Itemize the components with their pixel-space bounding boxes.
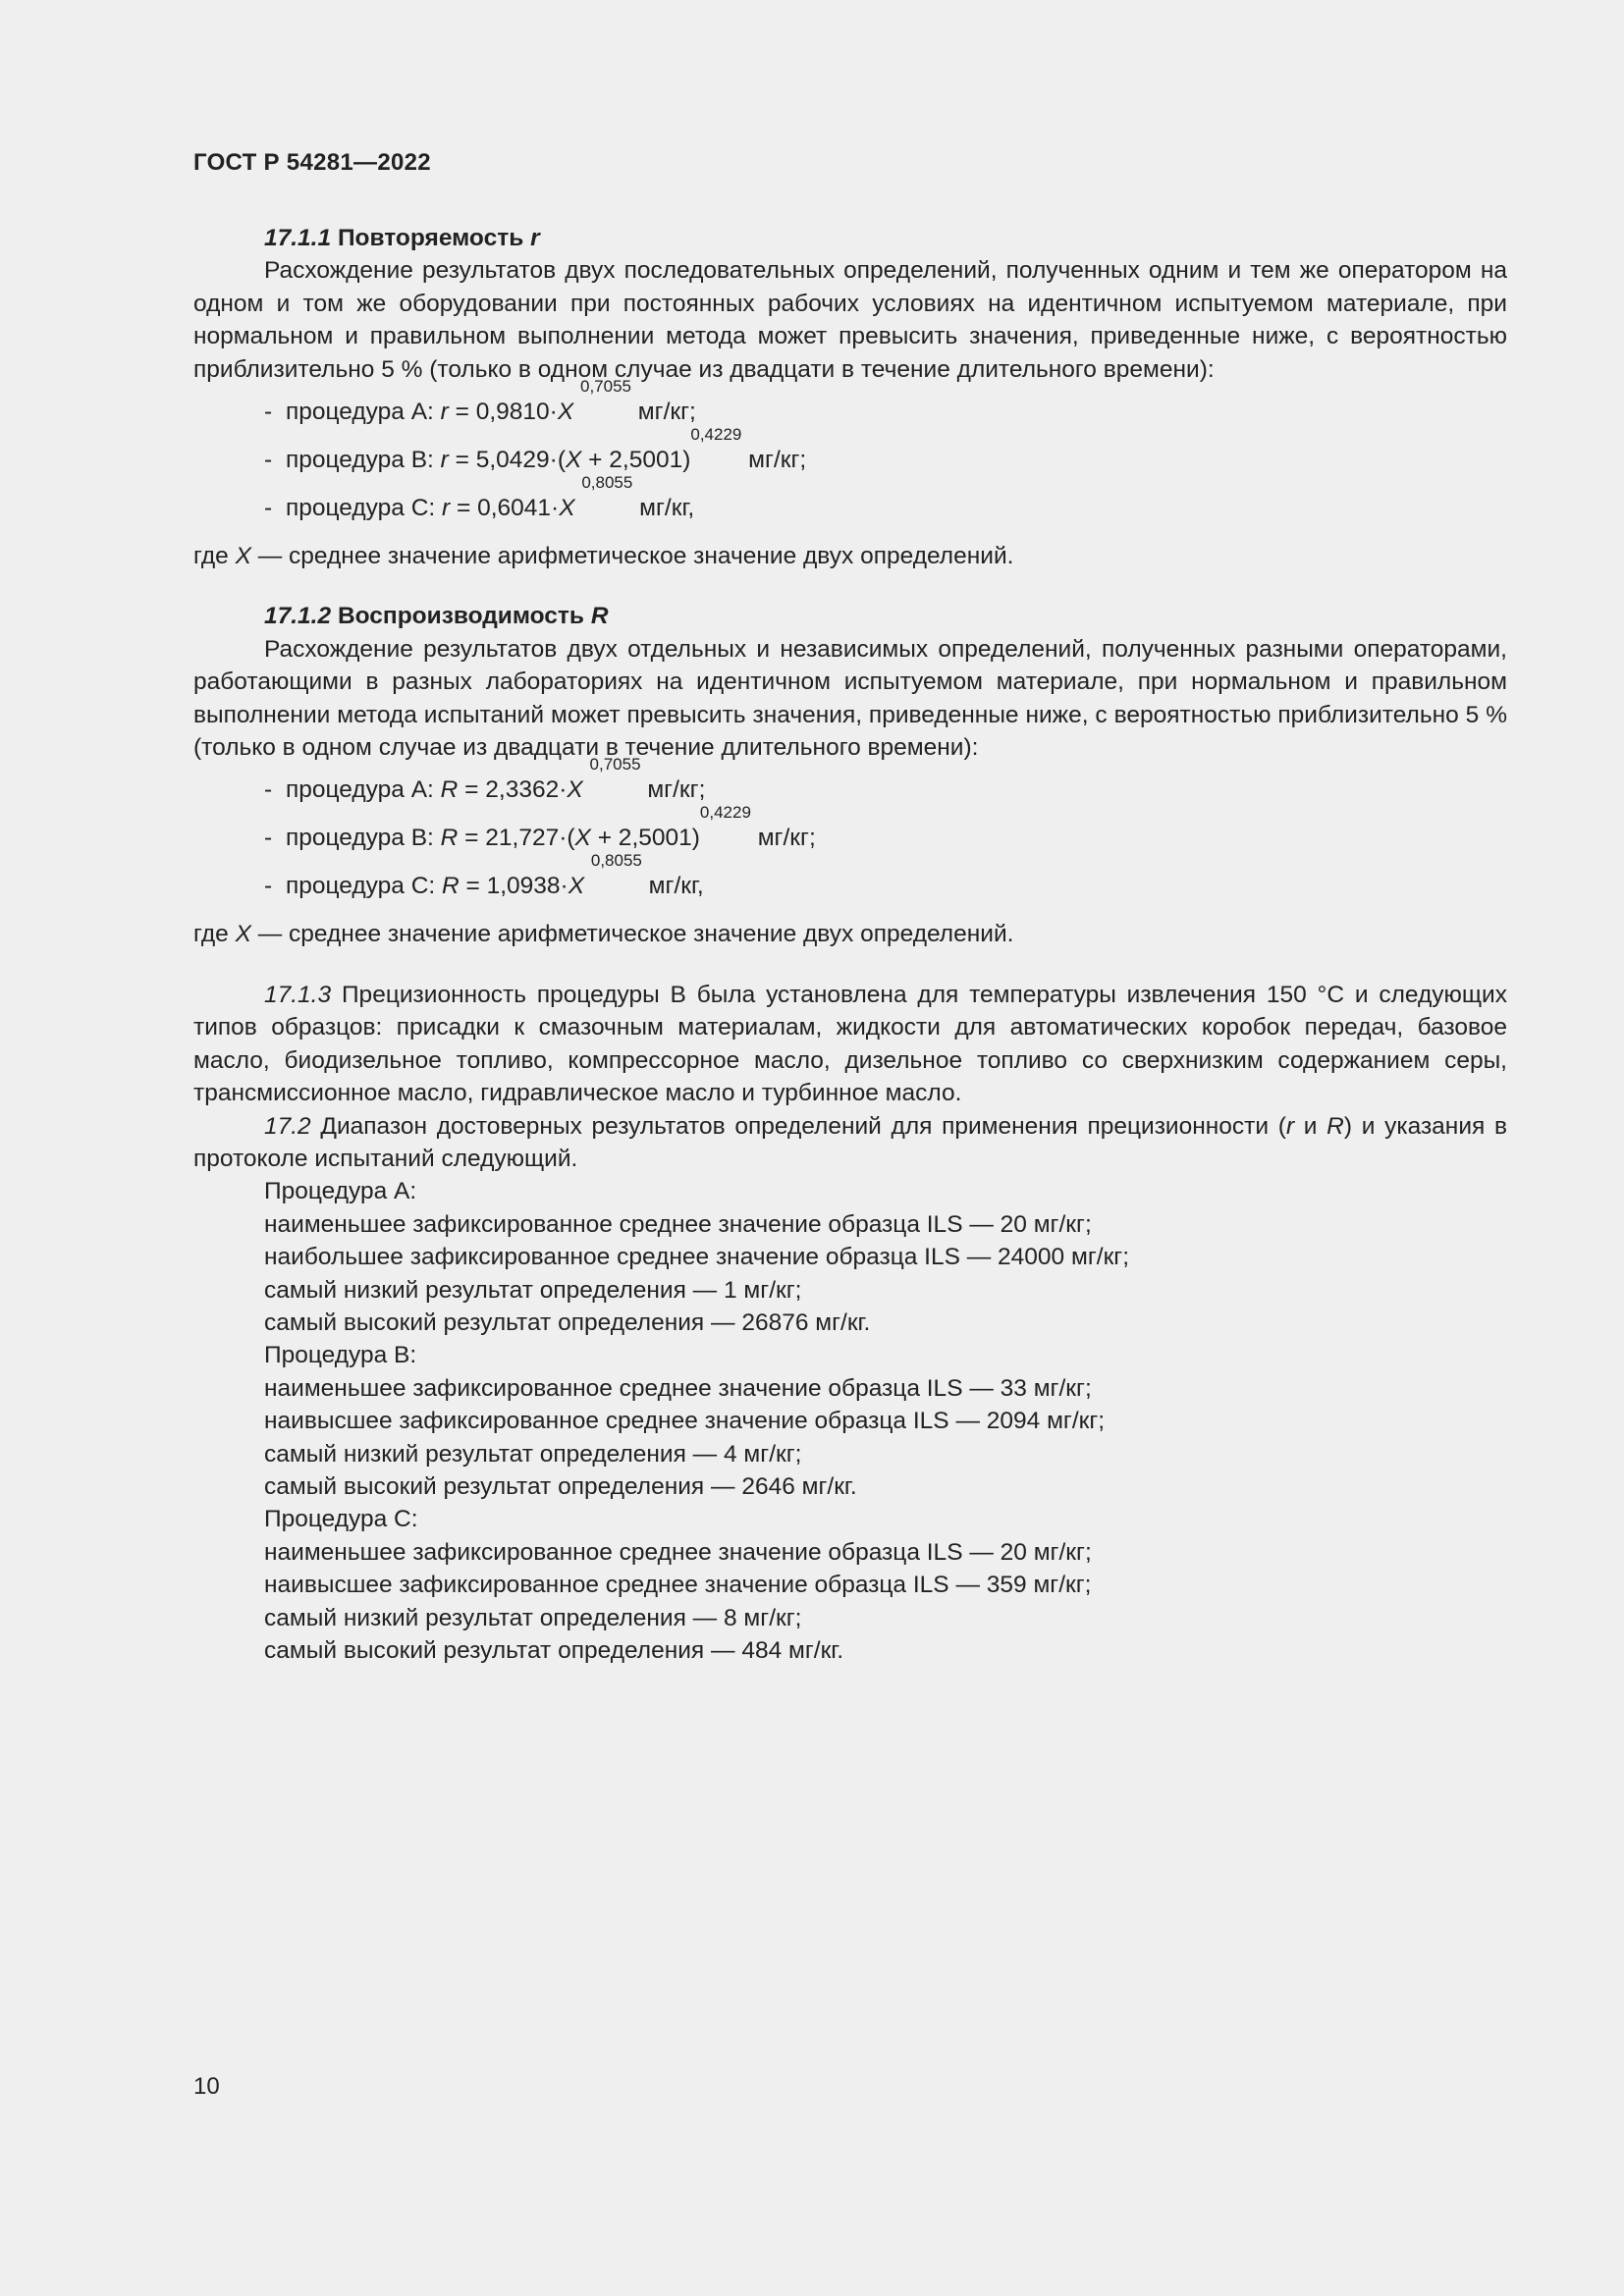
procedure-line: самый высокий результат определения — 26876 мг/кг. (264, 1308, 871, 1336)
where-note: где X — среднее значение арифметическое значение двух определений. (193, 543, 1014, 570)
section-number: 17.1.1 (264, 225, 332, 251)
procedure-c-block (193, 1503, 1507, 1667)
document-body (193, 222, 1507, 1667)
procedure-title: Процедура В: (264, 1342, 417, 1369)
section-title: Повторяемость (337, 225, 524, 251)
procedure-line: наивысшее зафиксированное среднее значение образца ILS — 2094 мг/кг; (264, 1408, 1106, 1435)
procedure-a-block (193, 1175, 1507, 1339)
procedure-b-block (193, 1339, 1507, 1503)
section-symbol: r (530, 225, 540, 251)
procedure-line: наивысшее зафиксированное среднее значение образца ILS — 359 мг/кг; (264, 1572, 1092, 1599)
standard-header: ГОСТ Р 54281—2022 (193, 149, 431, 176)
formula-item: - процедура С: r = 0,6041·X $^{0,8055}$ мг/кг, (264, 473, 695, 522)
procedure-line: самый низкий результат определения — 1 мг/кг; (264, 1276, 802, 1304)
section-number: 17.1.2 (264, 603, 332, 630)
procedure-line: самый низкий результат определения — 8 мг/кг; (264, 1604, 802, 1631)
formula-item: - процедура А: r = 0,9810·X $^{0,7055}$ мг/кг; (264, 377, 696, 426)
section-17-1-1-heading (193, 222, 1507, 254)
formula-item: - процедура С: R = 1,0938·X $^{0,8055}$ мг/кг, (264, 851, 704, 900)
section-17-1-3-paragraph: 17.1.3 Прецизионность процедуры В была установлена для температуры извлечения 150 °С и следующих типов образцов: присадки к смазочным материалам, жидкости для автоматических коробок передач, базовое масло, биодизельное топливо, компрессорное масло, дизельное топливо со сверхнизким содержанием серы, трансмиссионное масло, гидравлическое масло и турбинное масло. (193, 981, 1507, 1107)
formula-item: - процедура В: $r = 5,0429\cdot(X + 2,5001)^{0,4229}$ мг/кг; (264, 425, 807, 474)
procedure-line: самый низкий результат определения — 4 мг/кг; (264, 1440, 802, 1468)
procedure-line: наименьшее зафиксированное среднее значение образца ILS — 33 мг/кг; (264, 1374, 1092, 1402)
section-symbol: R (590, 603, 609, 630)
section-17-1-2-heading (193, 600, 1507, 632)
reproducibility-formula-list (193, 755, 1507, 902)
procedure-line: наибольшее зафиксированное среднее значение образца ILS — 24000 мг/кг; (264, 1244, 1130, 1271)
section-title: Воспроизводимость (337, 603, 584, 630)
formula-item: - процедура В: $R = 21,727\cdot(X + 2,5001)^{0,4229}$ мг/кг; (264, 803, 816, 852)
where-note: где X — среднее значение арифметическое значение двух определений. (193, 921, 1014, 948)
section-17-1-1-paragraph: Расхождение результатов двух последовательных определений, полученных одним и тем же оператором на одном и том же оборудовании при постоянных рабочих условиях на идентичном испытуемом материале, при нормальном и правильном выполнении метода может превысить значения, приведенные ниже, с вероятностью приблизительно 5 % (только в одном случае из двадцати в течение длительного времени): (193, 257, 1507, 383)
procedure-line: самый высокий результат определения — 2646 мг/кг. (264, 1472, 857, 1500)
section-number: 17.2 (264, 1112, 311, 1140)
section-17-2-paragraph: 17.2 Диапазон достоверных результатов определений для применения прецизионности (r и R) и указания в протоколе испытаний следующий. (193, 1112, 1507, 1172)
procedure-title: Процедура С: (264, 1506, 418, 1533)
procedure-line: наименьшее зафиксированное среднее значение образца ILS — 20 мг/кг; (264, 1538, 1092, 1566)
formula-item: - процедура А: R = 2,3362·X $^{0,7055}$ мг/кг; (264, 755, 706, 804)
repeatability-formula-list (193, 377, 1507, 524)
page-number: 10 (193, 2073, 220, 2100)
procedure-line: наименьшее зафиксированное среднее значение образца ILS — 20 мг/кг; (264, 1210, 1092, 1238)
section-17-1-2-paragraph: Расхождение результатов двух отдельных и независимых определений, полученных разными операторами, работающими в разных лабораториях на идентичном испытуемом материале, при нормальном и правильном выполнении метода испытаний может превысить значения, приведенные ниже, с вероятностью приблизительно 5 % (только в одном случае из двадцати в течение длительного времени): (193, 635, 1507, 762)
section-number: 17.1.3 (264, 981, 332, 1008)
procedure-line: самый высокий результат определения — 484 мг/кг. (264, 1637, 844, 1664)
procedure-title: Процедура А: (264, 1178, 417, 1205)
